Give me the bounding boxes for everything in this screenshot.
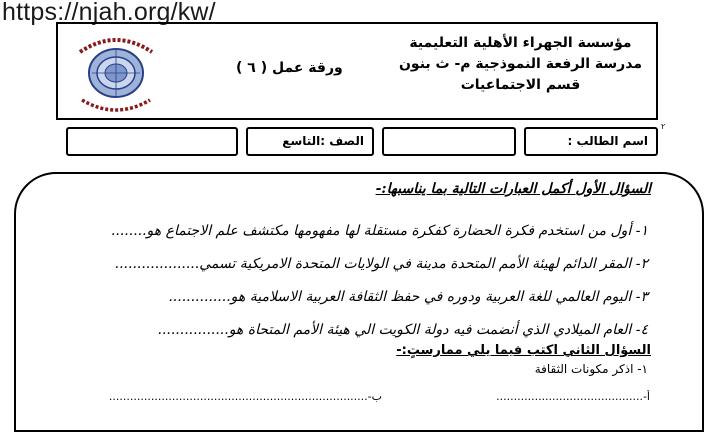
school-line-2: مدرسة الرفعة النموذجية م- ث بنون	[398, 56, 642, 72]
question1-item-3: ٣- اليوم العالمي للغة العربية ودوره في حفظ الثقافة العربية الاسلامية هو..............	[168, 289, 648, 305]
question1-item-4: ٤- العام الميلادي الذي أنضمت فيه دولة الكويت الي هيئة الأمم المتحاة هو................	[157, 322, 648, 338]
question2-title: السؤال الثاني اكتب فيما يلي ممارستٍ:-	[396, 343, 651, 358]
side-number: ٢	[661, 122, 666, 131]
question2-sub-1: ١- اذكر مكونات الثقافة	[534, 362, 648, 376]
header-box	[56, 22, 658, 120]
student-name-field[interactable]	[524, 127, 658, 156]
school-seal-logo-icon	[66, 30, 166, 116]
school-line-3: قسم الاجتماعيات	[460, 77, 581, 93]
answer-line-b[interactable]: ب-..........................................................................	[108, 390, 382, 403]
question1-title: السؤال الأول أكمل العبارات التالية بما يناسبها:-	[375, 181, 651, 197]
school-line-1: مؤسسة الجهراء الأهلية التعليمية	[409, 35, 632, 51]
student-name-label: اسم الطالب :	[567, 134, 648, 148]
question1-item-1: ١- أول من استخدم فكرة الحضارة كفكرة مستقلة لها مفهومها مكتشف علم الاجتماع هو........	[110, 223, 648, 239]
class-label: الصف :التاسع	[282, 134, 364, 148]
school-name	[399, 33, 642, 96]
blank-field-1[interactable]	[382, 127, 516, 156]
question1-item-2: ٢- المقر الدائم لهيئة الأمم المتحدة مدينة في الولايات المتحدة الامريكية تسمي...................	[114, 256, 648, 272]
worksheet-label: ورقة عمل ( ٦ )	[236, 60, 343, 76]
answer-line-a[interactable]: أ-..........................................	[496, 390, 650, 403]
blank-field-2[interactable]	[66, 127, 238, 156]
class-field[interactable]	[246, 127, 374, 156]
school-logo	[66, 30, 166, 116]
watermark-url: https://njah.org/kw/	[2, 0, 216, 26]
